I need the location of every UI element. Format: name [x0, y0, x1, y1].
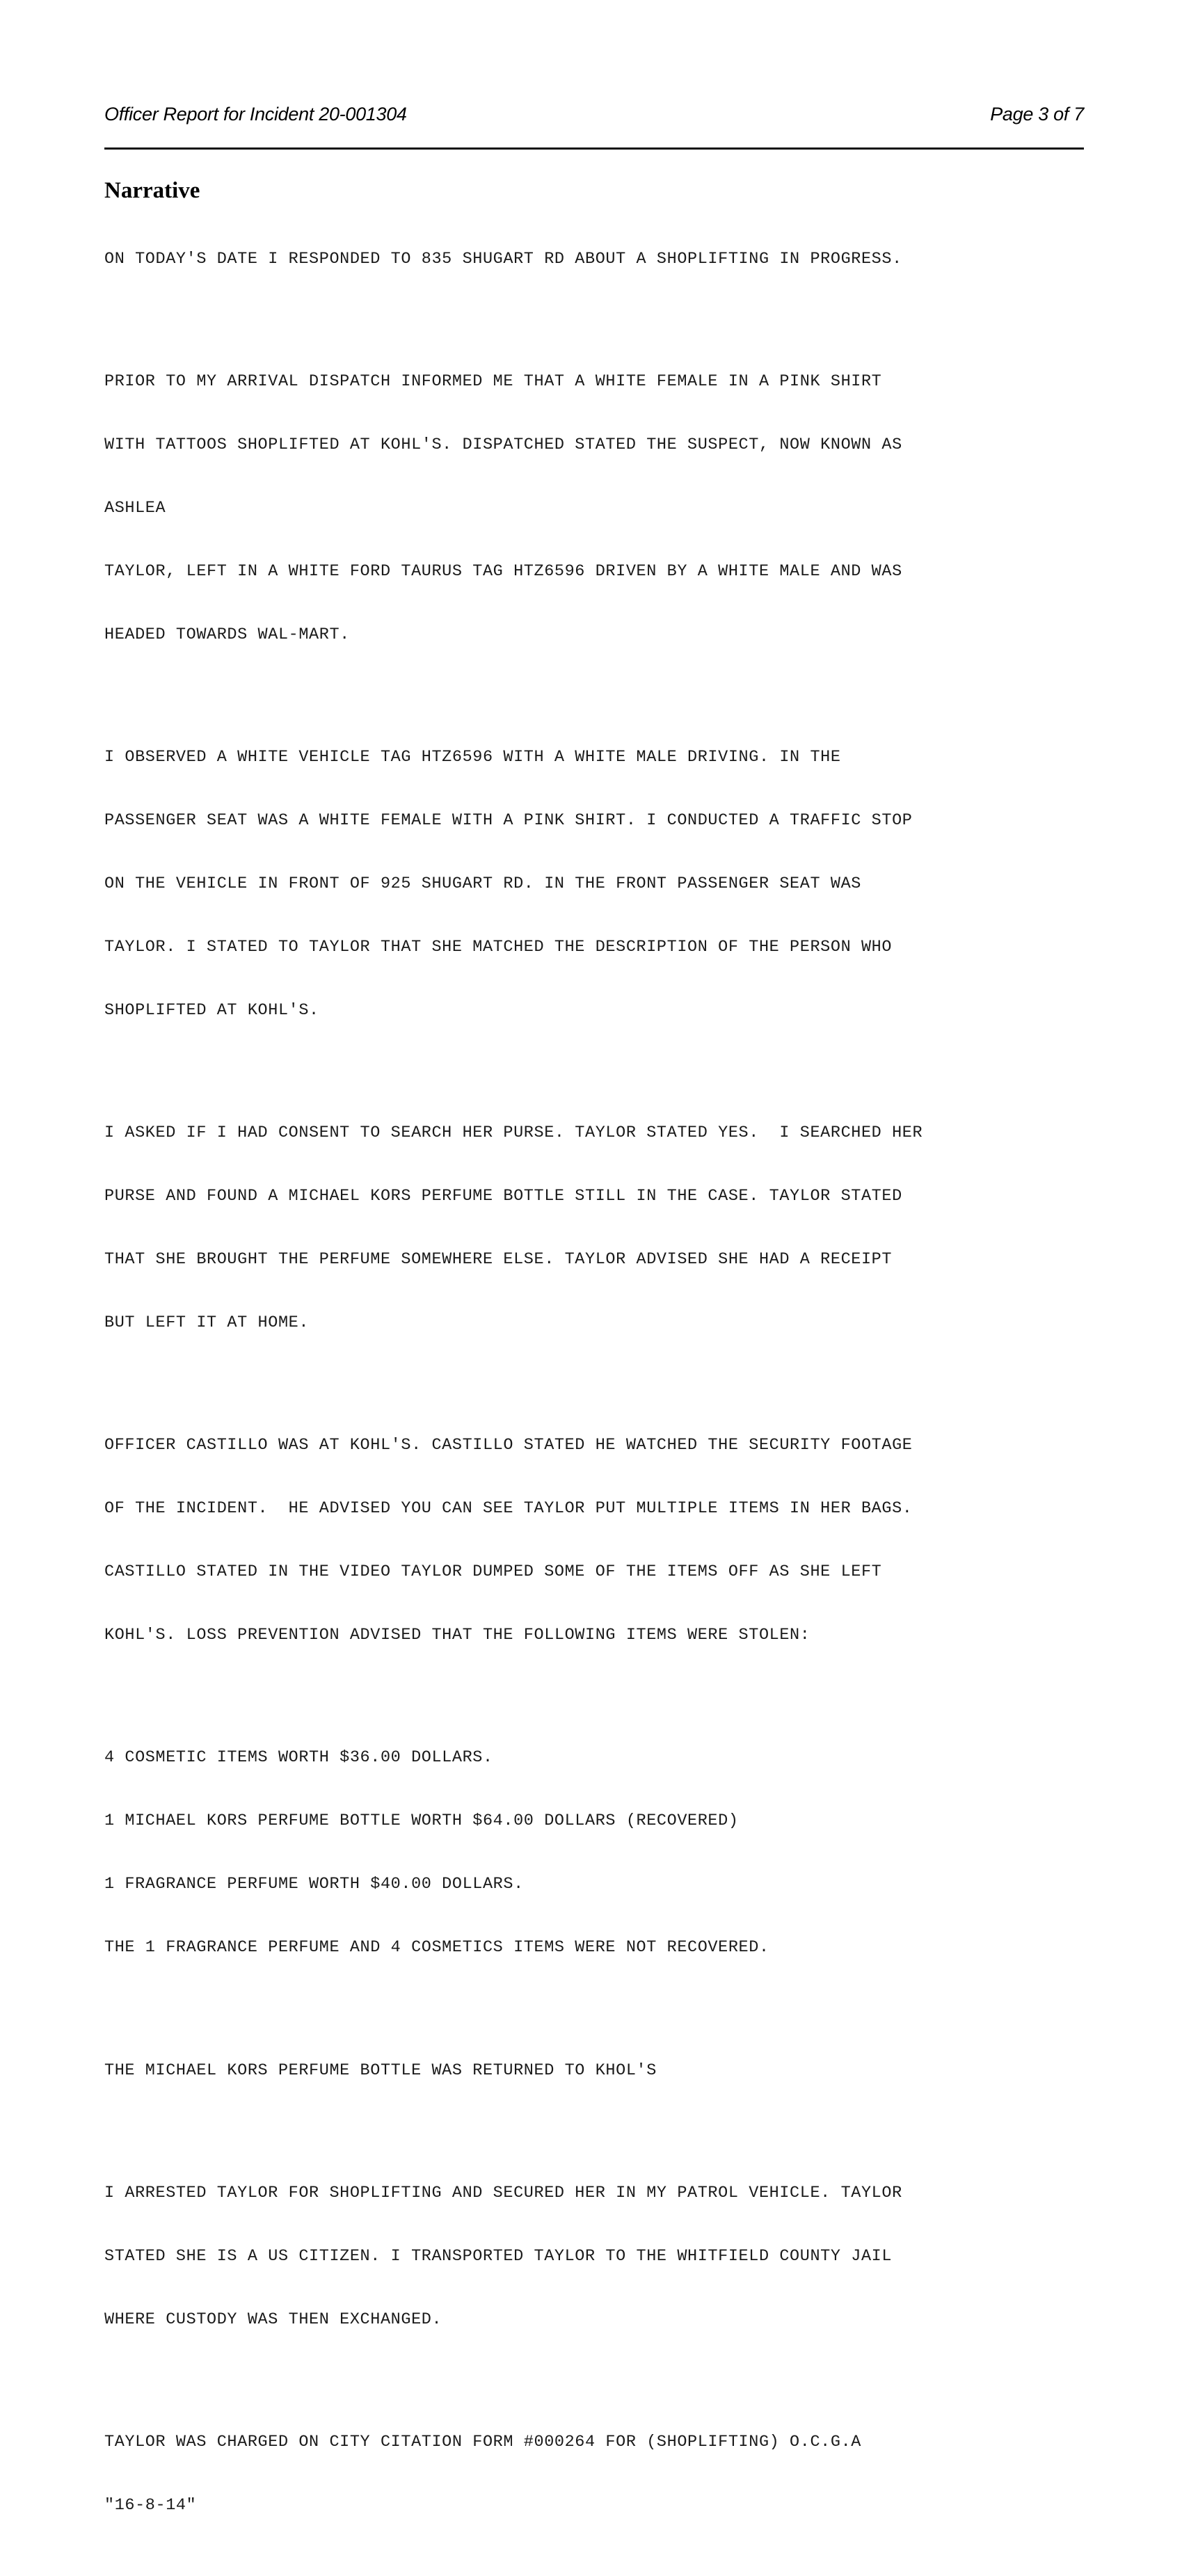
header-divider: [104, 147, 1084, 150]
narrative-paragraph: [104, 1393, 1092, 1688]
narrative-line: TAYLOR. I STATED TO TAYLOR THAT SHE MATCHED THE DESCRIPTION OF THE PERSON WHO: [104, 937, 893, 957]
narrative-line: WHERE CUSTODY WAS THEN EXCHANGED.: [104, 2310, 442, 2329]
narrative-line: OF THE INCIDENT. HE ADVISED YOU CAN SEE TAYLOR PUT MULTIPLE ITEMS IN HER BAGS.: [104, 1499, 913, 1519]
page-indicator: Page 3 of 7: [990, 104, 1084, 125]
narrative-line: STATED SHE IS A US CITIZEN. I TRANSPORTED TAYLOR TO THE WHITFIELD COUNTY JAIL: [104, 2247, 893, 2266]
narrative-line: ASHLEA: [104, 498, 166, 518]
narrative-line: THAT SHE BROUGHT THE PERFUME SOMEWHERE ELSE. TAYLOR ADVISED SHE HAD A RECEIPT: [104, 1249, 893, 1269]
charge-paragraph: [104, 2390, 1092, 2559]
narrative-line: OFFICER CASTILLO WAS AT KOHL'S. CASTILLO STATED HE WATCHED THE SECURITY FOOTAGE: [104, 1436, 913, 1455]
narrative-line: ON THE VEHICLE IN FRONT OF 925 SHUGART RD. IN THE FRONT PASSENGER SEAT WAS: [104, 874, 861, 893]
narrative-paragraph: [104, 2141, 1092, 2373]
narrative-line: TAYLOR, LEFT IN A WHITE FORD TAURUS TAG HTZ6596 DRIVEN BY A WHITE MALE AND WAS: [104, 561, 902, 581]
section-heading: Narrative: [104, 178, 200, 203]
narrative-paragraph: [104, 705, 1092, 1064]
narrative-paragraph: [104, 329, 1092, 687]
narrative-paragraph: [104, 2018, 1092, 2123]
narrative-line: BUT LEFT IT AT HOME.: [104, 1313, 310, 1332]
recovery-note: THE 1 FRAGRANCE PERFUME AND 4 COSMETICS ITEMS WERE NOT RECOVERED.: [104, 1938, 769, 1958]
stolen-item: 4 COSMETIC ITEMS WORTH $36.00 DOLLARS.: [104, 1748, 493, 1768]
narrative-line: THE MICHAEL KORS PERFUME BOTTLE WAS RETURNED TO KHOL'S: [104, 2061, 657, 2080]
stolen-items-list: [104, 1706, 1092, 2001]
narrative-line: CASTILLO STATED IN THE VIDEO TAYLOR DUMPED SOME OF THE ITEMS OFF AS SHE LEFT: [104, 1562, 882, 1582]
narrative-line: HEADED TOWARDS WAL-MART.: [104, 625, 350, 644]
page-header: [104, 102, 1084, 129]
report-title: Officer Report for Incident 20-001304: [104, 104, 407, 125]
stolen-item: 1 MICHAEL KORS PERFUME BOTTLE WORTH $64.00 DOLLARS (RECOVERED): [104, 1811, 739, 1831]
narrative-line: PRIOR TO MY ARRIVAL DISPATCH INFORMED ME THAT A WHITE FEMALE IN A PINK SHIRT: [104, 372, 882, 392]
narrative-line: PURSE AND FOUND A MICHAEL KORS PERFUME BOTTLE STILL IN THE CASE. TAYLOR STATED: [104, 1187, 902, 1206]
narrative-line: I ARRESTED TAYLOR FOR SHOPLIFTING AND SECURED HER IN MY PATROL VEHICLE. TAYLOR: [104, 2184, 902, 2203]
narrative-body: [104, 207, 1092, 2576]
narrative-line: I OBSERVED A WHITE VEHICLE TAG HTZ6596 WITH A WHITE MALE DRIVING. IN THE: [104, 748, 841, 767]
narrative-line: PASSENGER SEAT WAS A WHITE FEMALE WITH A PINK SHIRT. I CONDUCTED A TRAFFIC STOP: [104, 811, 913, 831]
narrative-line: KOHL'S. LOSS PREVENTION ADVISED THAT THE FOLLOWING ITEMS WERE STOLEN:: [104, 1626, 810, 1645]
narrative-line: ON TODAY'S DATE I RESPONDED TO 835 SHUGART RD ABOUT A SHOPLIFTING IN PROGRESS.: [104, 249, 902, 269]
narrative-paragraph: [104, 207, 1092, 312]
narrative-paragraph: [104, 1081, 1092, 1376]
narrative-line: "16-8-14": [104, 2496, 197, 2515]
narrative-line: I ASKED IF I HAD CONSENT TO SEARCH HER PURSE. TAYLOR STATED YES. I SEARCHED HER: [104, 1123, 923, 1143]
narrative-line: WITH TATTOOS SHOPLIFTED AT KOHL'S. DISPATCHED STATED THE SUSPECT, NOW KNOWN AS: [104, 435, 902, 454]
stolen-item: 1 FRAGRANCE PERFUME WORTH $40.00 DOLLARS.: [104, 1875, 524, 1894]
narrative-line: TAYLOR WAS CHARGED ON CITY CITATION FORM #000264 FOR (SHOPLIFTING) O.C.G.A: [104, 2433, 861, 2452]
narrative-line: SHOPLIFTED AT KOHL'S.: [104, 1000, 319, 1020]
